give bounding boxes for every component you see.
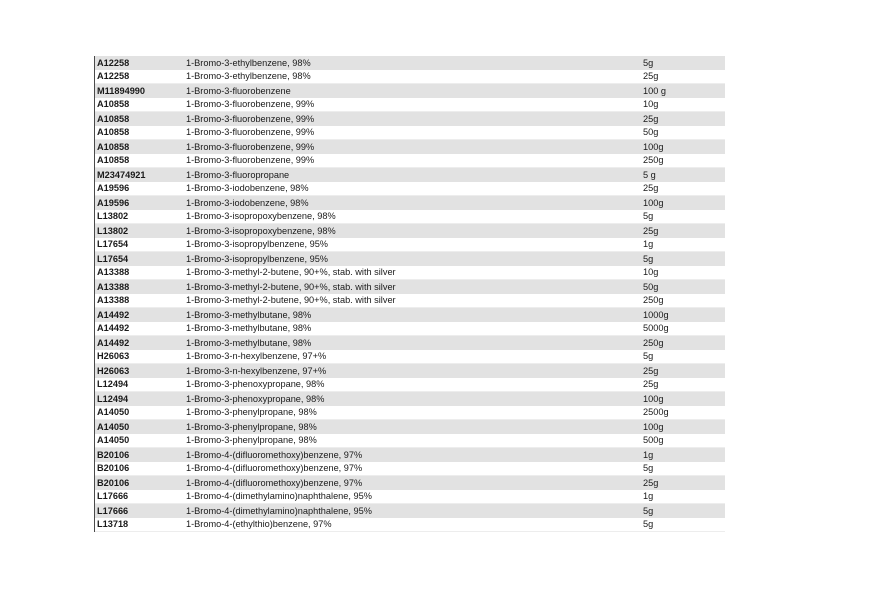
pack-size-cell: 1g: [643, 239, 654, 249]
product-name-cell: 1-Bromo-3-phenylpropane, 98%: [186, 422, 317, 432]
table-row: [95, 406, 725, 420]
pack-size-cell: 10g: [643, 99, 659, 109]
product-name-cell: 1-Bromo-3-fluorobenzene, 99%: [186, 114, 315, 124]
table-row: [95, 420, 725, 434]
table-row: [95, 112, 725, 126]
product-code-cell: L17654: [97, 239, 129, 249]
product-code-cell: A14050: [97, 422, 130, 432]
pack-size-cell: 25g: [643, 379, 659, 389]
pack-size-cell: 50g: [643, 127, 659, 137]
product-table: [94, 56, 725, 532]
product-name-cell: 1-Bromo-3-fluoropropane: [186, 170, 290, 180]
product-name-cell: 1-Bromo-3-methylbutane, 98%: [186, 323, 312, 333]
product-code-cell: A10858: [97, 114, 130, 124]
table-row: [95, 448, 725, 462]
product-code-cell: L17666: [97, 491, 129, 501]
pack-size-cell: 250g: [643, 155, 664, 165]
table-row: [95, 364, 725, 378]
table-row: [95, 462, 725, 476]
pack-size-cell: 5g: [643, 351, 654, 361]
table-row: [95, 266, 725, 280]
product-name-cell: 1-Bromo-3-phenoxypropane, 98%: [186, 379, 325, 389]
product-name-cell: 1-Bromo-3-fluorobenzene, 99%: [186, 155, 315, 165]
pack-size-cell: 5g: [643, 519, 654, 529]
table-row: [95, 126, 725, 140]
pack-size-cell: 250g: [643, 338, 664, 348]
product-code-cell: A14492: [97, 323, 130, 333]
table-row: [95, 98, 725, 112]
product-code-cell: H26063: [97, 351, 130, 361]
pack-size-cell: 25g: [643, 366, 659, 376]
product-code-cell: A19596: [97, 183, 130, 193]
product-code-cell: A13388: [97, 295, 130, 305]
table-row: [95, 476, 725, 490]
product-code-cell: L13718: [97, 519, 129, 529]
table-row: [95, 490, 725, 504]
product-code-cell: A10858: [97, 127, 130, 137]
pack-size-cell: 500g: [643, 435, 664, 445]
table-row: [95, 224, 725, 238]
table-row: [95, 168, 725, 182]
pack-size-cell: 250g: [643, 295, 664, 305]
product-name-cell: 1-Bromo-3-n-hexylbenzene, 97+%: [186, 351, 327, 361]
pack-size-cell: 25g: [643, 226, 659, 236]
pack-size-cell: 5g: [643, 254, 654, 264]
product-code-cell: A13388: [97, 267, 130, 277]
pack-size-cell: 5000g: [643, 323, 669, 333]
pack-size-cell: 25g: [643, 114, 659, 124]
product-name-cell: 1-Bromo-3-iodobenzene, 98%: [186, 183, 309, 193]
pack-size-cell: 5g: [643, 463, 654, 473]
table-row: [95, 336, 725, 350]
product-name-cell: 1-Bromo-4-(ethylthio)benzene, 97%: [186, 519, 332, 529]
table-row: [95, 434, 725, 448]
product-name-cell: 1-Bromo-4-(difluoromethoxy)benzene, 97%: [186, 450, 363, 460]
product-code-cell: L12494: [97, 394, 129, 404]
product-code-cell: L13802: [97, 226, 129, 236]
product-name-cell: 1-Bromo-3-methyl-2-butene, 90+%, stab. with silver: [186, 267, 396, 277]
product-code-cell: A14492: [97, 338, 130, 348]
product-code-cell: L17654: [97, 254, 129, 264]
table-row: [95, 196, 725, 210]
product-name-cell: 1-Bromo-4-(dimethylamino)naphthalene, 95%: [186, 506, 372, 516]
pack-size-cell: 5g: [643, 506, 654, 516]
table-row: [95, 56, 725, 70]
pack-size-cell: 100g: [643, 142, 664, 152]
table-row: [95, 210, 725, 224]
product-code-cell: H26063: [97, 366, 130, 376]
product-name-cell: 1-Bromo-4-(dimethylamino)naphthalene, 95%: [186, 491, 372, 501]
product-code-cell: A14050: [97, 435, 130, 445]
product-code-cell: B20106: [97, 478, 130, 488]
pack-size-cell: 100 g: [643, 86, 666, 96]
product-code-cell: A19596: [97, 198, 130, 208]
table-row: [95, 238, 725, 252]
pack-size-cell: 25g: [643, 183, 659, 193]
pack-size-cell: 5g: [643, 58, 654, 68]
product-code-cell: A13388: [97, 282, 130, 292]
table-row: [95, 322, 725, 336]
pack-size-cell: 25g: [643, 71, 659, 81]
product-name-cell: 1-Bromo-4-(difluoromethoxy)benzene, 97%: [186, 478, 363, 488]
pack-size-cell: 100g: [643, 198, 664, 208]
product-code-cell: A14050: [97, 407, 130, 417]
product-name-cell: 1-Bromo-3-methyl-2-butene, 90+%, stab. with silver: [186, 282, 396, 292]
product-name-cell: 1-Bromo-3-ethylbenzene, 98%: [186, 71, 311, 81]
product-name-cell: 1-Bromo-3-fluorobenzene: [186, 86, 291, 96]
table-row: [95, 294, 725, 308]
product-code-cell: L17666: [97, 506, 129, 516]
table-row: [95, 154, 725, 168]
product-name-cell: 1-Bromo-3-phenoxypropane, 98%: [186, 394, 325, 404]
product-code-cell: A12258: [97, 58, 130, 68]
product-code-cell: B20106: [97, 463, 130, 473]
product-name-cell: 1-Bromo-3-fluorobenzene, 99%: [186, 127, 315, 137]
product-name-cell: 1-Bromo-3-n-hexylbenzene, 97+%: [186, 366, 327, 376]
pack-size-cell: 2500g: [643, 407, 669, 417]
pack-size-cell: 10g: [643, 267, 659, 277]
product-name-cell: 1-Bromo-4-(difluoromethoxy)benzene, 97%: [186, 463, 363, 473]
table-row: [95, 308, 725, 322]
product-code-cell: A14492: [97, 310, 130, 320]
pack-size-cell: 5 g: [643, 170, 656, 180]
product-code-cell: A10858: [97, 99, 130, 109]
product-code-cell: A10858: [97, 142, 130, 152]
product-name-cell: 1-Bromo-3-fluorobenzene, 99%: [186, 99, 315, 109]
table-row: [95, 504, 725, 518]
table-row: [95, 70, 725, 84]
product-name-cell: 1-Bromo-3-ethylbenzene, 98%: [186, 58, 311, 68]
product-code-cell: A10858: [97, 155, 130, 165]
product-name-cell: 1-Bromo-3-isopropoxybenzene, 98%: [186, 211, 336, 221]
pack-size-cell: 1000g: [643, 310, 669, 320]
product-name-cell: 1-Bromo-3-fluorobenzene, 99%: [186, 142, 315, 152]
product-name-cell: 1-Bromo-3-methylbutane, 98%: [186, 310, 312, 320]
product-name-cell: 1-Bromo-3-phenylpropane, 98%: [186, 435, 317, 445]
table-row: [95, 182, 725, 196]
product-name-cell: 1-Bromo-3-iodobenzene, 98%: [186, 198, 309, 208]
product-code-cell: M11894990: [97, 86, 146, 96]
pack-size-cell: 1g: [643, 450, 654, 460]
product-code-cell: L12494: [97, 379, 129, 389]
table-row: [95, 140, 725, 154]
product-name-cell: 1-Bromo-3-isopropoxybenzene, 98%: [186, 226, 336, 236]
product-name-cell: 1-Bromo-3-methyl-2-butene, 90+%, stab. with silver: [186, 295, 396, 305]
product-code-cell: A12258: [97, 71, 130, 81]
pack-size-cell: 5g: [643, 211, 654, 221]
table-row: [95, 84, 725, 98]
pack-size-cell: 100g: [643, 394, 664, 404]
pack-size-cell: 100g: [643, 422, 664, 432]
table-row: [95, 350, 725, 364]
product-name-cell: 1-Bromo-3-phenylpropane, 98%: [186, 407, 317, 417]
product-code-cell: M23474921: [97, 170, 146, 180]
pack-size-cell: 1g: [643, 491, 654, 501]
table-row: [95, 518, 725, 532]
table-row: [95, 392, 725, 406]
product-code-cell: B20106: [97, 450, 130, 460]
table-row: [95, 378, 725, 392]
product-name-cell: 1-Bromo-3-isopropylbenzene, 95%: [186, 254, 328, 264]
pack-size-cell: 25g: [643, 478, 659, 488]
table-row: [95, 280, 725, 294]
product-code-cell: L13802: [97, 211, 129, 221]
pack-size-cell: 50g: [643, 282, 659, 292]
table-row: [95, 252, 725, 266]
product-name-cell: 1-Bromo-3-isopropylbenzene, 95%: [186, 239, 328, 249]
product-name-cell: 1-Bromo-3-methylbutane, 98%: [186, 338, 312, 348]
